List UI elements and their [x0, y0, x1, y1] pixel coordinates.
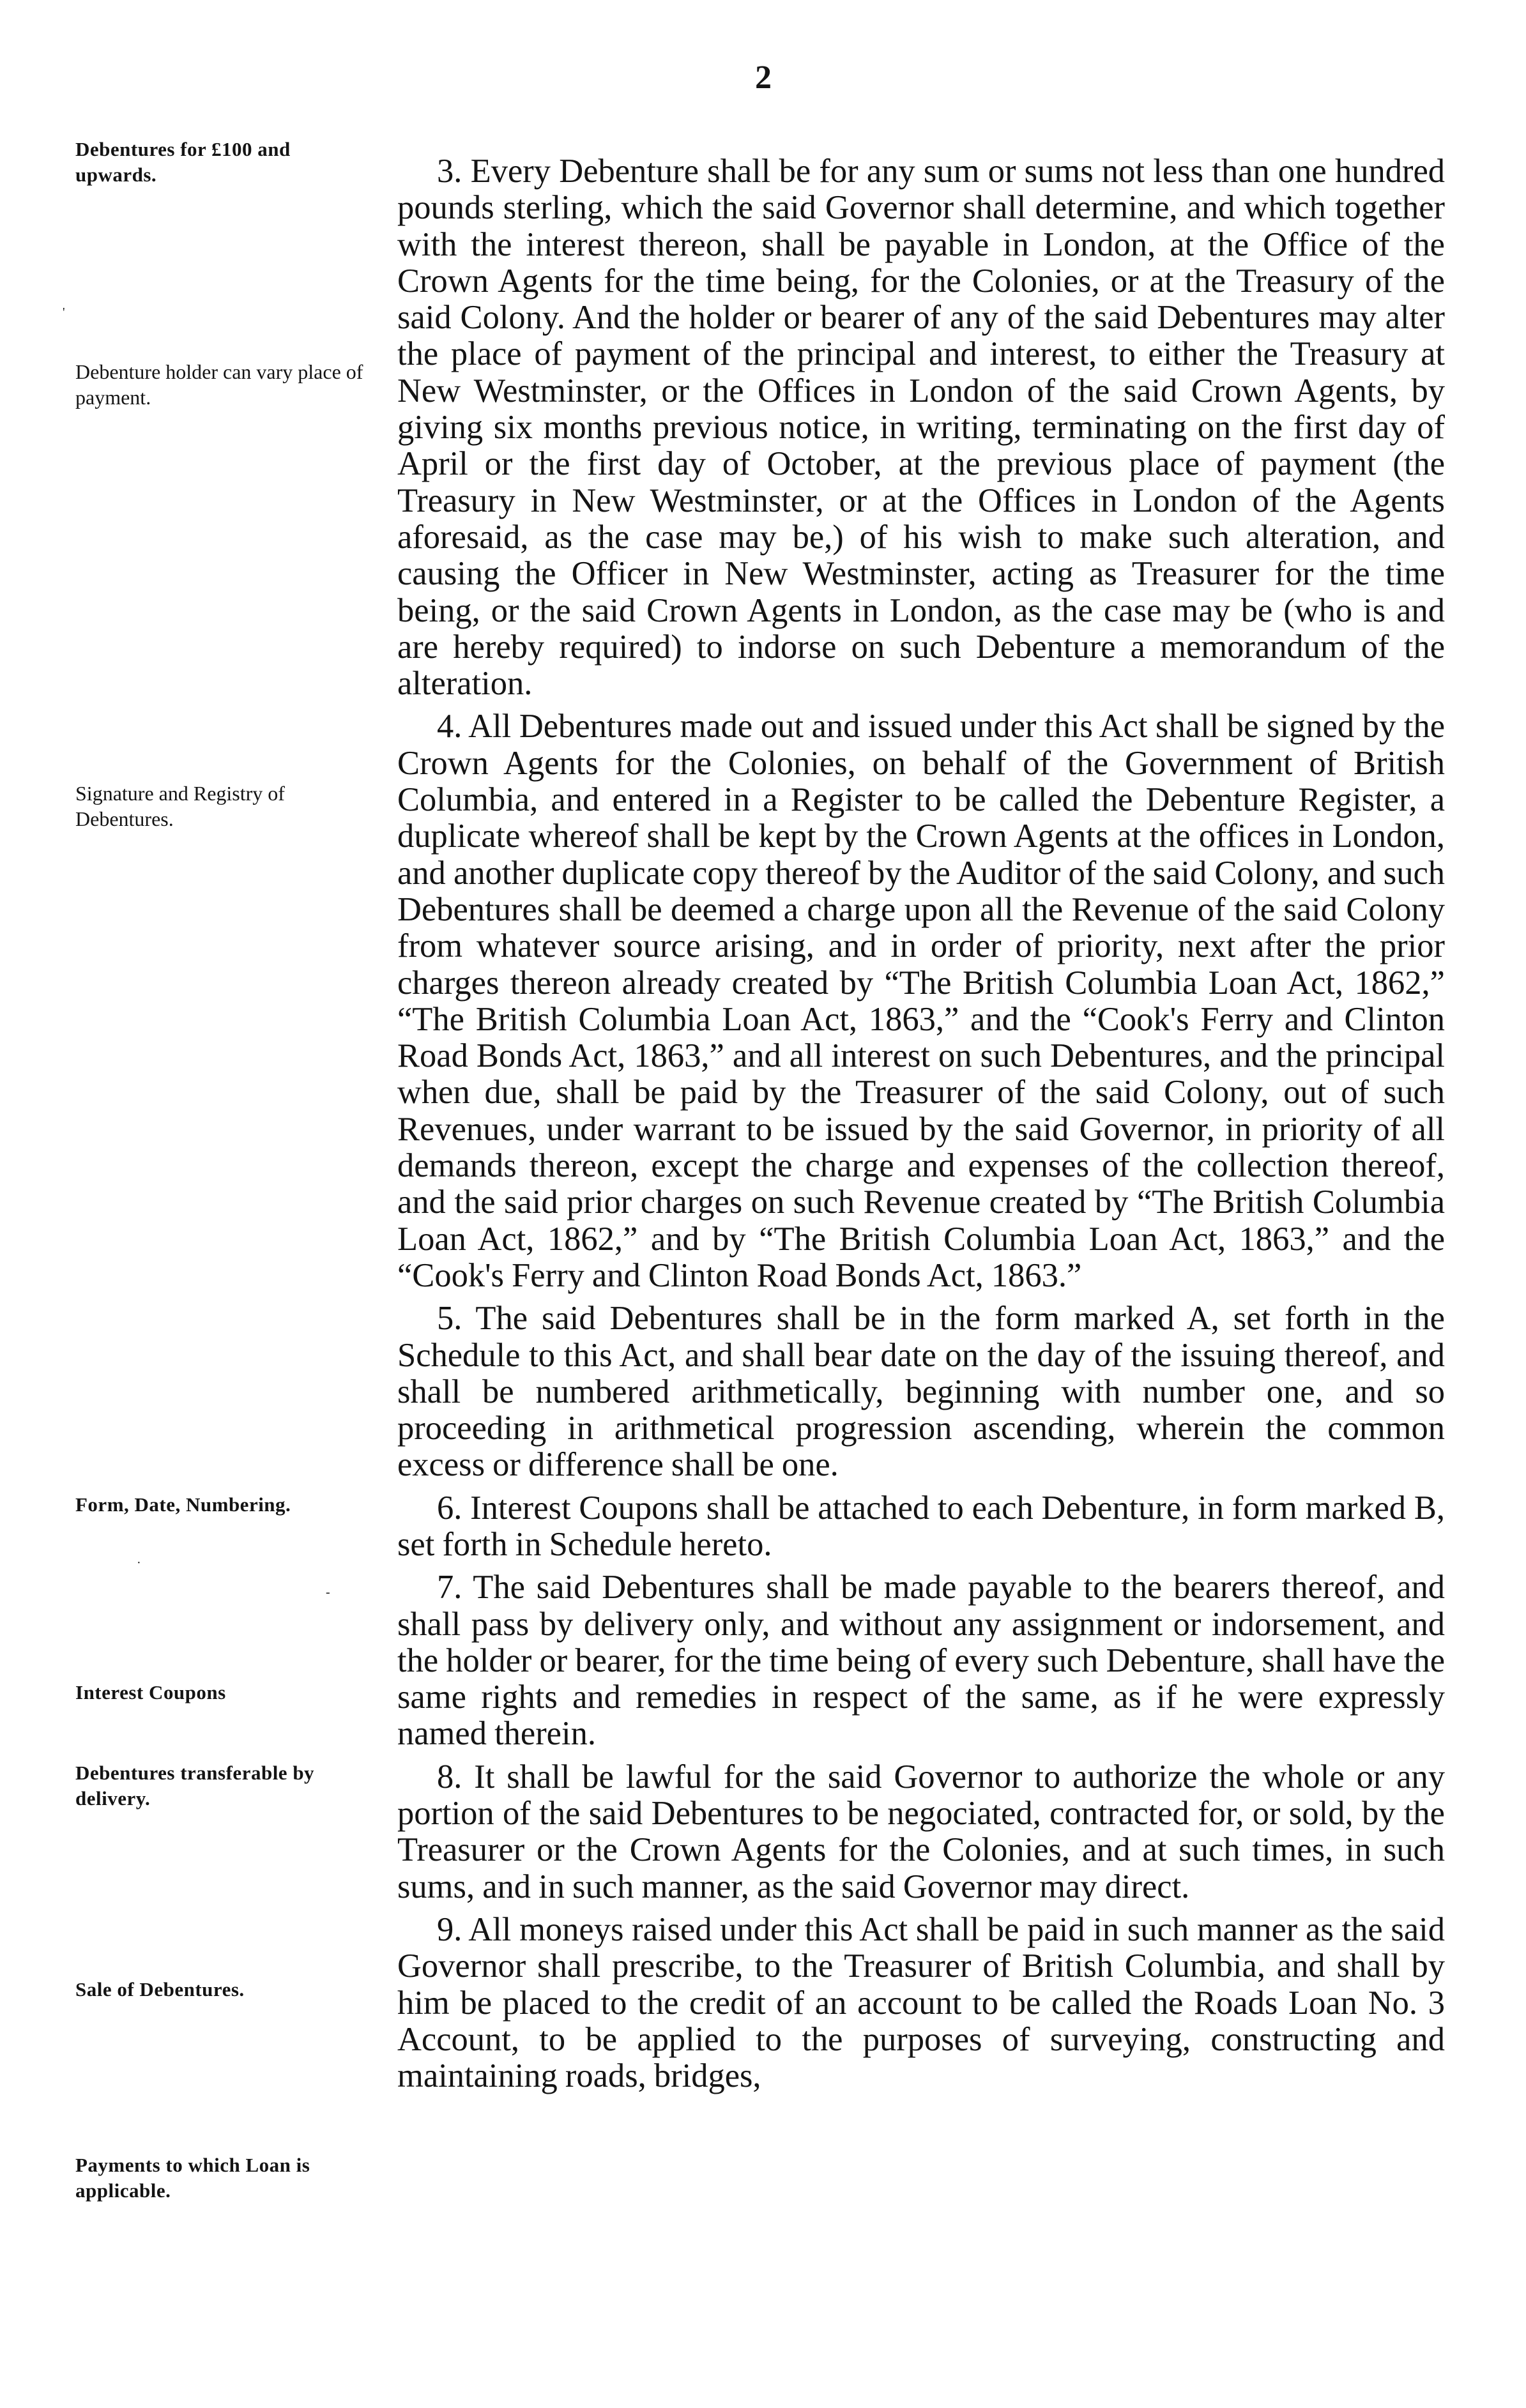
margin-note-interest-coupons: Interest Coupons: [75, 1681, 226, 1703]
margin-note-sale-of-debentures: Sale of Debentures.: [75, 1978, 245, 2000]
clause-8: 8. It shall be lawful for the said Governor to authorize the whole or any portion of the said Debentures to be negociated, contracted for, or sold, by the Treasurer or the Crown Agents for the Colonies, and at such times, in such sums, and in such manner, as the said Governor may direct.: [397, 1758, 1445, 1905]
clause-5: 5. The said Debentures shall be in the form marked A, set forth in the Schedule to this Act, and shall bear date on the day of the issuing thereof, and shall be numbered arithmetically, beginning with number one, and so proceeding in arithmetical progression ascending, wherein the common excess or difference shall be one.: [397, 1300, 1445, 1484]
clause-3: 3. Every Debenture shall be for any sum or sums not less than one hundred pounds sterling, which the said Governor shall determine, and which together with the interest thereon, shall be payable in London, at the Office of the Crown Agents for the time being, for the Colonies, or at the Treasury of the said Colony. And the holder or bearer of any of the said Debentures may alter the place of payment of the principal and interest, to either the Treasury at New Westminster, or the Offices in London of the said Crown Agents, by giving six months previous notice, in writing, terminating on the first day of April or the first day of October, at the previous place of payment (the Treasury in New Westminster, or at the Offices in London of the Agents aforesaid, as the case may be,) of his wish to make such alteration, and causing the Officer in New Westminster, acting as Treasurer for the time being, or the said Crown Agents in London, as the case may be (who is and are hereby required) to indorse on such Debenture a memorandum of the alteration.: [397, 153, 1445, 703]
margin-note-payments-loan: Payments to which Loan is applicable.: [75, 2154, 310, 2202]
margin-note-place-of-payment: Debenture holder can vary place of payment.: [75, 360, 363, 409]
print-mark: -: [326, 1585, 330, 1599]
clause-9: 9. All moneys raised under this Act shall be paid in such manner as the said Governor shall prescribe, to the Treasurer of British Columbia, and shall by him be placed to the credit of an account to be called the Roads Loan No. 3 Account, to be applied to the purposes of surveying, constructing and maintaining roads, bridges,: [397, 1910, 1445, 2095]
main-text-column: [397, 153, 1445, 2094]
clause-6: 6. Interest Coupons shall be attached to each Debenture, in form marked B, set forth in Schedule hereto.: [397, 1489, 1445, 1563]
clause-4: 4. All Debentures made out and issued under this Act shall be signed by the Crown Agents for the Colonies, on behalf of the Government of British Columbia, and entered in a Register to be called the Debenture Register, a duplicate whereof shall be kept by the Crown Agents at the offices in London, and another duplicate copy thereof by the Auditor of the said Colony, and such Debentures shall be deemed a charge upon all the Revenue of the said Colony from whatever source arising, and in order of priority, next after the prior charges thereon already created by “The British Columbia Loan Act, 1862,” “The British Columbia Loan Act, 1863,” and the “Cook's Ferry and Clinton Road Bonds Act, 1863,” and all interest on such Debentures, and the principal when due, shall be paid by the Treasurer of the said Colony, out of such Revenues, under warrant to be issued by the said Governor, in priority of all demands thereon, except the charge and expenses of the collection thereof, and the said prior charges on such Revenue created by “The British Columbia Loan Act, 1862,” and by “The British Columbia Loan Act, 1863,” and the “Cook's Ferry and Clinton Road Bonds Act, 1863.”: [397, 708, 1445, 1294]
page-number: 2: [755, 59, 772, 96]
margin-note-signature-registry: Signature and Registry of Debentures.: [75, 782, 285, 830]
margin-note-form-date-numbering: Form, Date, Numbering.: [75, 1493, 291, 1516]
print-mark: ': [63, 305, 65, 319]
margin-note-debentures-amount: Debentures for £100 and upwards.: [75, 138, 291, 186]
margin-note-transferable: Debentures transferable by delivery.: [75, 1762, 315, 1810]
print-mark: ·: [137, 1556, 141, 1570]
clause-7: 7. The said Debentures shall be made payable to the bearers thereof, and shall pass by delivery only, and without any assignment or indorsement, and the holder or bearer, for the time being of every such Debenture, shall have the same rights and remedies in respect of the same, as if he were expressly named therein.: [397, 1569, 1445, 1753]
